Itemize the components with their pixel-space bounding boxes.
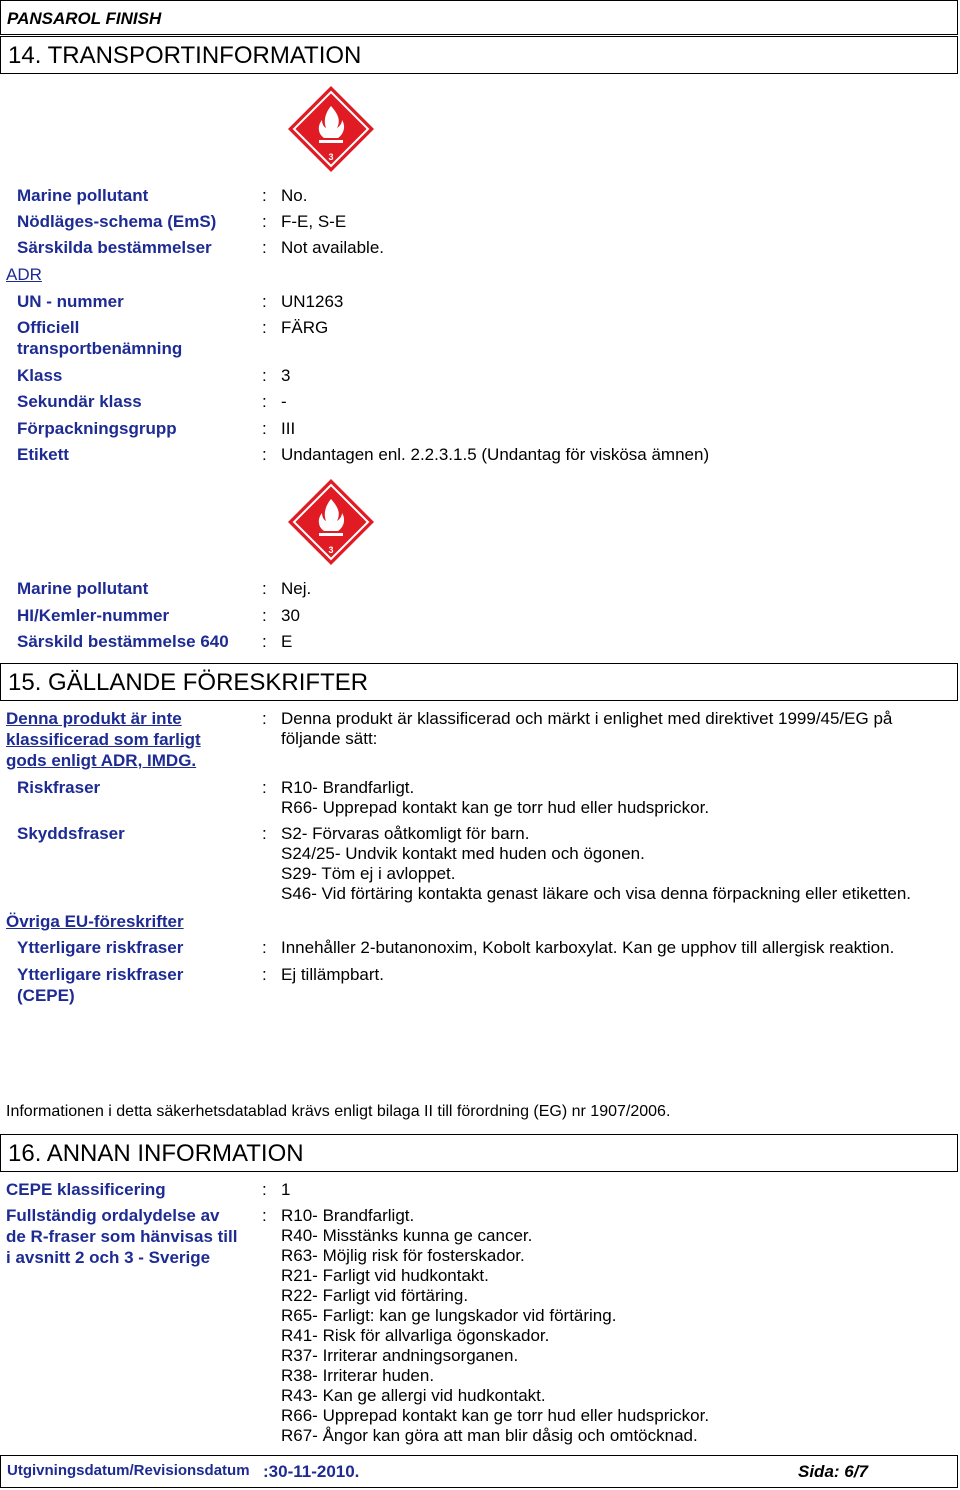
r-phrase: R37- Irriterar andningsorganen.: [281, 1346, 519, 1365]
special-provisions-label: Särskilda bestämmelser: [17, 238, 212, 257]
not-classified-label-line: Denna produkt är inte: [6, 709, 182, 728]
un-number-value: UN1263: [281, 292, 344, 311]
colon: :: [262, 318, 267, 337]
safety-phrase: S2- Förvaras oåtkomligt för barn.: [281, 824, 530, 843]
ems-label: Nödläges-schema (EmS): [17, 212, 217, 231]
colon: :: [262, 938, 267, 957]
section-15-title: 15. GÄLLANDE FÖRESKRIFTER: [8, 669, 369, 696]
packing-group-label: Förpackningsgrupp: [17, 419, 177, 438]
riskfraser-label: Riskfraser: [17, 778, 101, 797]
colon: :: [262, 186, 267, 205]
colon: :: [262, 445, 267, 464]
r-phrase: R41- Risk för allvarliga ögonskador.: [281, 1326, 550, 1345]
colon: :: [262, 778, 267, 797]
r-phrase: R65- Farligt: kan ge lungskador vid förtäring.: [281, 1306, 617, 1325]
cepe-risk-label-line: (CEPE): [17, 986, 75, 1005]
section-14-header: [0, 36, 958, 74]
safety-phrase: S29- Töm ej i avloppet.: [281, 864, 456, 883]
page-number: Sida: 6/7: [798, 1462, 868, 1481]
colon: :: [262, 1206, 267, 1225]
riskfraser-list: [281, 778, 709, 818]
colon: :: [262, 292, 267, 311]
shipping-name-label-line1: Officiell: [17, 318, 80, 337]
section-16-header: [0, 1134, 958, 1172]
r-phrase: R43- Kan ge allergi vid hudkontakt.: [281, 1386, 546, 1405]
skyddsfraser-list: [281, 824, 911, 904]
label-value: Undantagen enl. 2.2.3.1.5 (Undantag för viskösa ämnen): [281, 445, 710, 464]
r-phrase: R67- Ångor kan göra att man blir dåsig och omtöcknad.: [281, 1426, 698, 1445]
regulation-note: Informationen i detta säkerhetsdatablad krävs enligt bilaga II till förordning (EG) nr 1907/2006.: [6, 1103, 671, 1120]
marine-pollutant-label: Marine pollutant: [17, 186, 149, 205]
colon: :: [262, 238, 267, 257]
ems-value: F-E, S-E: [281, 212, 347, 231]
marine-pollutant-label: Marine pollutant: [17, 579, 149, 598]
r-phrase: R63- Möjlig risk för fosterskador.: [281, 1246, 525, 1265]
revision-date-value: :30-11-2010.: [263, 1462, 360, 1481]
r-phrase: R21- Farligt vid hudkontakt.: [281, 1266, 489, 1285]
colon: :: [262, 1180, 267, 1199]
special-provision-640-value: E: [281, 632, 293, 651]
not-classified-value-line: följande sätt:: [281, 729, 378, 748]
full-text-label-line: Fullständig ordalydelse av: [6, 1206, 220, 1225]
class-label: Klass: [17, 366, 63, 385]
svg-text:3: 3: [328, 152, 334, 162]
additional-risk-label: Ytterligare riskfraser: [17, 938, 184, 957]
document-footer: [0, 1455, 958, 1488]
kemler-label: HI/Kemler-nummer: [17, 606, 170, 625]
colon: :: [262, 709, 267, 728]
risk-phrase: R66- Upprepad kontakt kan ge torr hud eller hudsprickor.: [281, 798, 710, 817]
document-header: [0, 0, 958, 35]
colon: :: [262, 366, 267, 385]
r-phrase: R40- Misstänks kunna ge cancer.: [281, 1226, 533, 1245]
svg-text:3: 3: [328, 545, 334, 555]
colon: :: [262, 632, 267, 651]
label-label: Etikett: [17, 445, 69, 464]
colon: :: [262, 606, 267, 625]
special-provision-640-label: Särskild bestämmelse 640: [17, 632, 229, 651]
product-name: PANSAROL FINISH: [7, 9, 162, 28]
shipping-name-label-line2: transportbenämning: [17, 339, 183, 358]
full-text-label: [6, 1205, 237, 1268]
risk-phrase: R10- Brandfarligt.: [281, 778, 415, 797]
full-text-label-line: de R-fraser som hänvisas till: [6, 1227, 238, 1246]
colon: :: [262, 392, 267, 411]
full-text-label-line: i avsnitt 2 och 3 - Sverige: [6, 1248, 211, 1267]
revision-date-label: Utgivningsdatum/Revisionsdatum: [7, 1462, 250, 1479]
cepe-class-label: CEPE klassificering: [6, 1180, 166, 1199]
cepe-risk-value: Ej tillämpbart.: [281, 965, 384, 984]
colon: :: [262, 419, 267, 438]
not-classified-value: [281, 709, 892, 749]
r-phrase: R10- Brandfarligt.: [281, 1206, 415, 1225]
class-value: 3: [281, 366, 291, 385]
r-phrase-list: [281, 1206, 709, 1446]
not-classified-label: [6, 708, 201, 771]
cepe-class-value: 1: [281, 1180, 291, 1199]
other-eu-heading: Övriga EU-föreskrifter: [6, 912, 184, 931]
skyddsfraser-label: Skyddsfraser: [17, 824, 125, 843]
flame-icon: [286, 477, 376, 567]
colon: :: [262, 212, 267, 231]
r-phrase: R66- Upprepad kontakt kan ge torr hud eller hudsprickor.: [281, 1406, 710, 1425]
not-classified-value-line: Denna produkt är klassificerad och märkt i enlighet med direktivet 1999/45/EG på: [281, 709, 893, 728]
marine-pollutant-value: No.: [281, 186, 308, 205]
not-classified-label-line: klassificerad som farligt: [6, 730, 201, 749]
flame-icon: [286, 84, 376, 174]
packing-group-value: III: [281, 419, 296, 438]
r-phrase: R22- Farligt vid förtäring.: [281, 1286, 469, 1305]
section-16-title: 16. ANNAN INFORMATION: [8, 1140, 304, 1167]
not-classified-label-line: gods enligt ADR, IMDG.: [6, 751, 197, 770]
cepe-risk-label-line: Ytterligare riskfraser: [17, 965, 184, 984]
shipping-name-value: FÄRG: [281, 318, 329, 337]
safety-phrase: S46- Vid förtäring kontakta genast läkare och visa denna förpackning eller etiketten.: [281, 884, 912, 903]
cepe-risk-label: [17, 964, 183, 1006]
kemler-value: 30: [281, 606, 300, 625]
adr-heading: ADR: [6, 265, 42, 284]
colon: :: [262, 965, 267, 984]
marine-pollutant-value: Nej.: [281, 579, 312, 598]
secondary-class-value: -: [281, 392, 287, 411]
safety-phrase: S24/25- Undvik kontakt med huden och ögonen.: [281, 844, 645, 863]
special-provisions-value: Not available.: [281, 238, 385, 257]
colon: :: [262, 579, 267, 598]
colon: :: [262, 824, 267, 843]
additional-risk-value: Innehåller 2-butanonoxim, Kobolt karboxylat. Kan ge upphov till allergisk reaktion.: [281, 938, 895, 957]
secondary-class-label: Sekundär klass: [17, 392, 142, 411]
section-15-header: [0, 663, 958, 701]
section-14-title: 14. TRANSPORTINFORMATION: [8, 42, 362, 69]
un-number-label: UN - nummer: [17, 292, 124, 311]
r-phrase: R38- Irriterar huden.: [281, 1366, 435, 1385]
